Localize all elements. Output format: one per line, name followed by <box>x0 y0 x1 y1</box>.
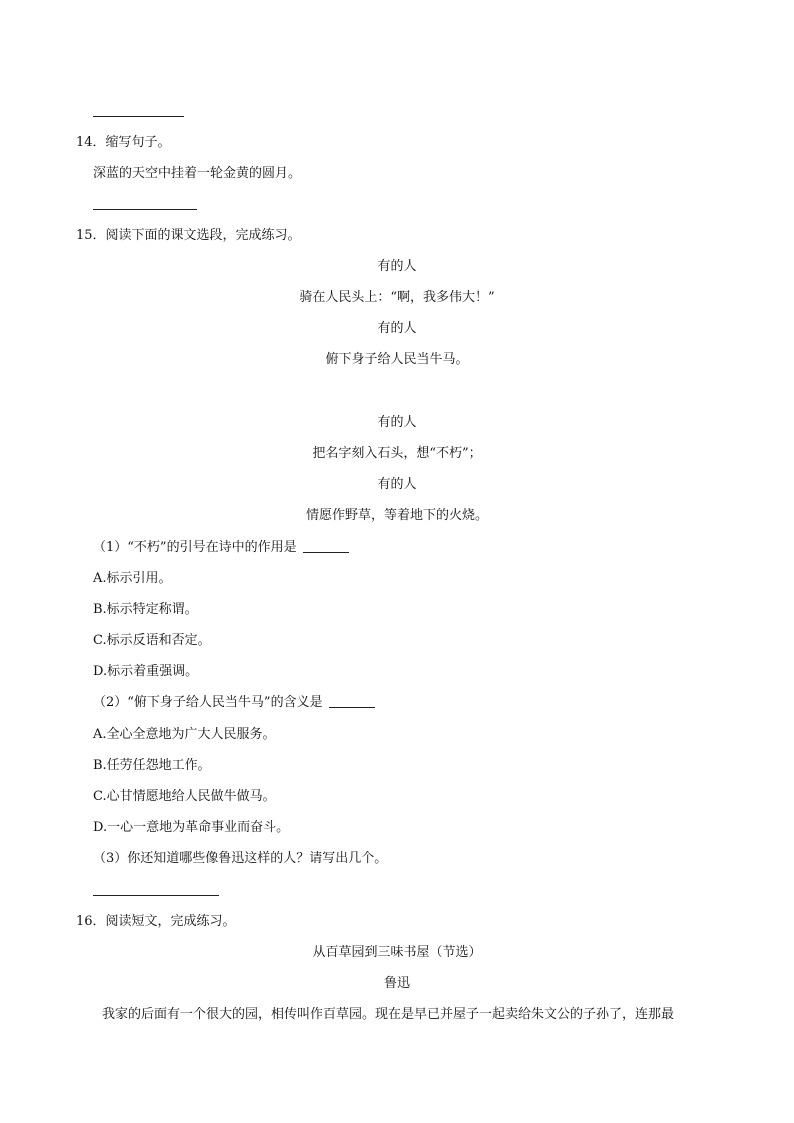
passage-title: 从百草园到三味书屋（节选） <box>312 945 482 960</box>
question-14-title: 14．缩写句子。 <box>76 135 171 150</box>
poem-line-7: 有的人 <box>377 477 417 492</box>
question-14-sentence: 深蓝的天空中挂着一轮金黄的圆月。 <box>93 166 302 181</box>
option-2a[interactable]: A.全心全意地为广大人民服务。 <box>93 727 276 742</box>
option-2b[interactable]: B.任劳任怨地工作。 <box>93 758 211 773</box>
passage-text: 我家的后面有一个很大的园，相传叫作百草园。现在是早已并屋子一起卖给朱文公的子孙了，连那最 <box>102 1007 675 1022</box>
poem-line-1: 有的人 <box>377 259 417 274</box>
answer-line-15-3[interactable] <box>93 895 219 896</box>
option-1c[interactable]: C.标示反语和否定。 <box>93 633 211 648</box>
answer-line-14[interactable] <box>93 209 197 210</box>
subquestion-2-prompt: （2）“俯下身子给人民当牛马”的含义是 <box>93 695 323 710</box>
question-15-title: 15．阅读下面的课文选段，完成练习。 <box>76 228 301 243</box>
subquestion-1 <box>93 540 349 556</box>
option-2d[interactable]: D.一心一意地为革命事业而奋斗。 <box>93 820 290 835</box>
poem-line-3: 有的人 <box>377 321 417 336</box>
option-1b[interactable]: B.标示特定称谓。 <box>93 602 198 617</box>
option-1d[interactable]: D.标示着重强调。 <box>93 664 199 679</box>
subquestion-2 <box>93 695 375 711</box>
poem-line-8: 情愿作野草，等着地下的火烧。 <box>305 508 488 523</box>
poem-line-6: 把名字刻入石头，想“不朽”； <box>312 446 482 461</box>
poem-line-5: 有的人 <box>377 415 417 430</box>
question-16-title: 16．阅读短文，完成练习。 <box>76 914 236 929</box>
answer-blank-1[interactable] <box>303 540 349 553</box>
poem-line-4: 俯下身子给人民当牛马。 <box>325 352 469 367</box>
subquestion-3-prompt: （3）你还知道哪些像鲁迅这样的人？请写出几个。 <box>93 851 388 866</box>
option-1a[interactable]: A.标示引用。 <box>93 571 172 586</box>
option-2c[interactable]: C.心甘情愿地给人民做牛做马。 <box>93 789 276 804</box>
poem-line-2: 骑在人民头上：“啊，我多伟大！” <box>299 290 495 305</box>
subquestion-1-prompt: （1）“不朽”的引号在诗中的作用是 <box>93 540 297 555</box>
passage-author: 鲁迅 <box>383 976 410 991</box>
answer-line-13[interactable] <box>93 116 184 117</box>
answer-blank-2[interactable] <box>329 695 375 708</box>
